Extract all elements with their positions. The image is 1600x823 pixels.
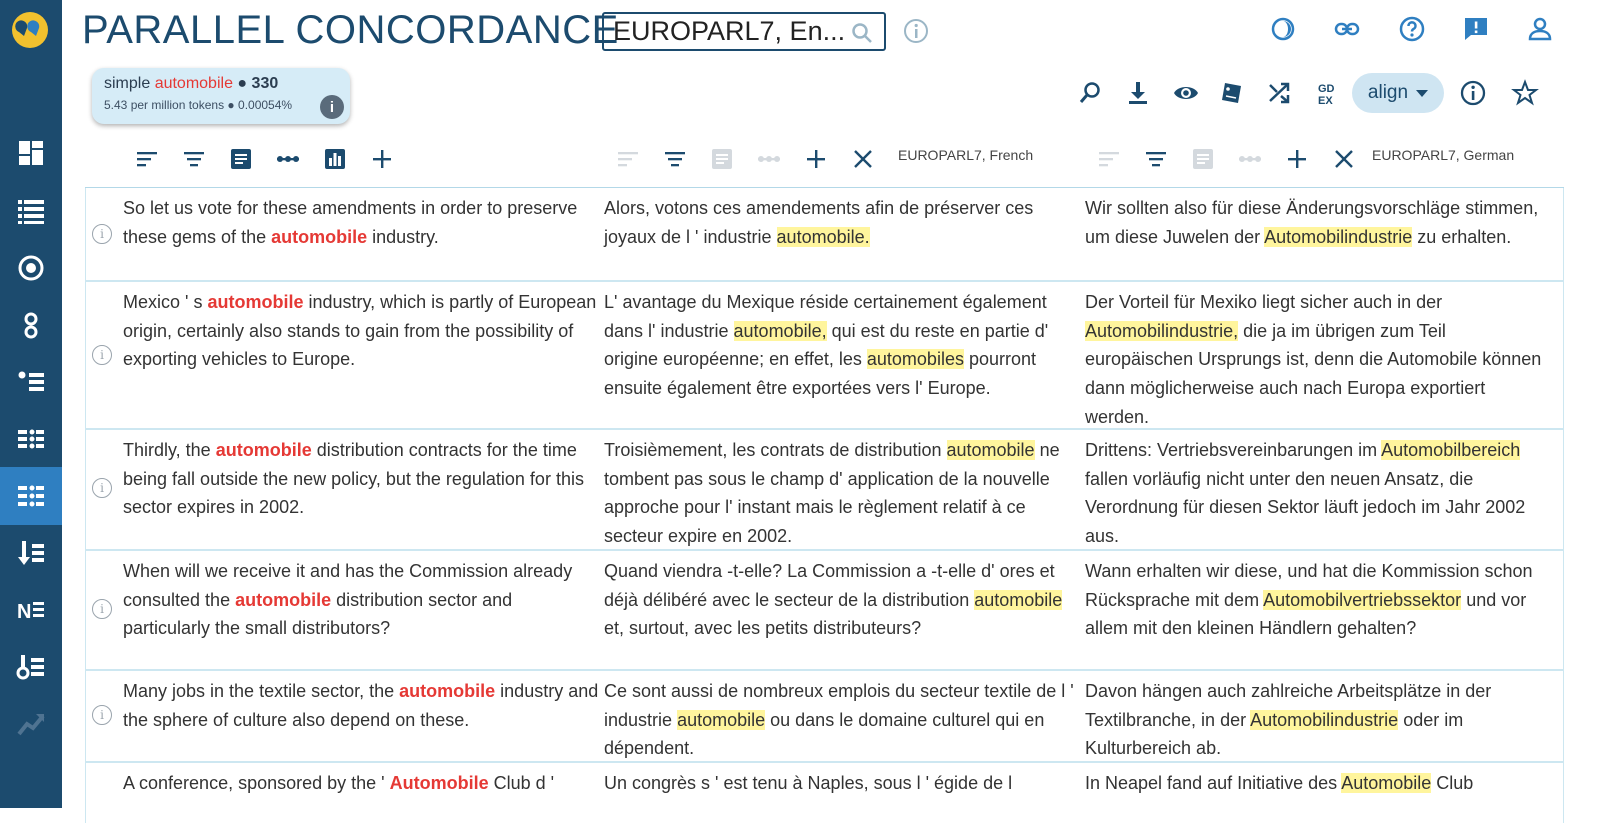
- align-label: align: [1367, 82, 1409, 103]
- collocations-button-de[interactable]: [1236, 145, 1264, 173]
- search-results-button[interactable]: [1075, 77, 1107, 109]
- filter-icon: [662, 146, 688, 172]
- corpus-search-input[interactable]: [602, 12, 886, 51]
- aligned-highlight: automobile: [946, 440, 1035, 460]
- percent-value: 0.00054%: [238, 98, 293, 112]
- favorite-button[interactable]: [1509, 77, 1541, 109]
- kwic-hit: automobile: [399, 681, 496, 701]
- help-icon: [1398, 15, 1426, 43]
- filter-icon: [1143, 146, 1169, 172]
- star-icon: [1511, 79, 1539, 107]
- svg-text:GD: GD: [1318, 83, 1335, 95]
- ticket-icon: [1219, 79, 1247, 107]
- target-icon: [16, 253, 46, 283]
- gdex-icon: [1314, 79, 1342, 107]
- table-row: [85, 671, 1564, 763]
- aligned-highlight: automobiles: [866, 349, 964, 370]
- add-language-button-fr[interactable]: [802, 145, 830, 173]
- dots-line-icon: [275, 146, 301, 172]
- row-info-icon[interactable]: i: [92, 599, 112, 619]
- english-cell[interactable]: A conference, sponsored by the ' Automobile Club d ': [123, 773, 555, 793]
- remove-language-button-de[interactable]: [1330, 145, 1358, 173]
- french-cell[interactable]: Ce sont aussi de nombreux emplois du secteur textile de l ' industrie automobile ou dans le domaine culturel qui en dépendent.: [604, 681, 1074, 759]
- shuffle-button[interactable]: [1264, 77, 1296, 109]
- collocation-icon: [16, 310, 46, 340]
- aligned-highlight: automobile: [974, 589, 1063, 610]
- table-row: [85, 763, 1564, 823]
- frequency-icon: [16, 652, 46, 682]
- english-cell[interactable]: When will we receive it and has the Commission already consulted the automobile distribution sector and particularly the small distributors?: [123, 561, 573, 639]
- remove-language-button-fr[interactable]: [849, 145, 877, 173]
- collocations-button[interactable]: [274, 145, 302, 173]
- sort-lines-icon: [1096, 146, 1122, 172]
- tickets-button[interactable]: [1217, 77, 1249, 109]
- parallel-concordance-icon: [16, 481, 46, 511]
- sidebar-item-sort[interactable]: [0, 524, 62, 582]
- trends-icon: [16, 709, 46, 739]
- toolbar-german: [1095, 145, 1377, 173]
- english-cell[interactable]: So let us vote for these amendments in order to preserve these gems of the automobile industry.: [123, 198, 578, 247]
- view-options-button[interactable]: [1170, 77, 1202, 109]
- column-label-french: EUROPARL7, French: [898, 147, 1034, 163]
- summary-bullet-2: ●: [227, 98, 235, 112]
- collocations-button-fr[interactable]: [755, 145, 783, 173]
- sort-icon: [16, 538, 46, 568]
- download-icon: [1124, 79, 1152, 107]
- english-cell[interactable]: Many jobs in the textile sector, the automobile industry and the sphere of culture also depend on these.: [123, 681, 599, 730]
- german-cell[interactable]: Der Vorteil für Mexiko liegt sicher auch in der Automobilindustrie, die ja im übrigen zum Teil europäischen Ursprungs ist, denn die Automobile können dann möglicherweise auch nach Europa exportiert werden.: [1085, 292, 1542, 427]
- german-cell[interactable]: Wann erhalten wir diese, und hat die Kommission schon Rücksprache mit dem Automobilvertriebssektor und vor allem mit den kleinen Händlern gehalten?: [1085, 561, 1533, 639]
- aligned-highlight: Automobilindustrie: [1264, 226, 1413, 247]
- list-icon: [16, 196, 46, 226]
- hit-count: 330: [251, 75, 279, 92]
- sort-lines-icon: [134, 146, 160, 172]
- table-row: [85, 551, 1564, 671]
- aligned-highlight: Automobile: [1341, 773, 1432, 793]
- dots-line-icon: [1237, 146, 1263, 172]
- aligned-highlight: automobile,: [733, 320, 827, 341]
- english-cell[interactable]: Mexico ' s automobile industry, which is partly of European origin, certainly also stands to gain from the possibility of exporting vehicles to Europe.: [123, 292, 597, 370]
- french-cell[interactable]: Un congrès s ' est tenu à Naples, sous l ' égide de l: [604, 773, 1013, 793]
- plus-icon: [803, 146, 829, 172]
- eye-icon: [1172, 79, 1200, 107]
- french-cell[interactable]: Quand viendra -t-elle? La Commission a -t-elle d' ores et déjà délibéré avec le secteur de la distribution automobile et, surtout, avec les petits distributeurs?: [604, 561, 1063, 639]
- dashboard-icon: [16, 138, 46, 168]
- query-type: simple: [104, 75, 151, 92]
- kwic-view-button[interactable]: [227, 145, 255, 173]
- page-title: PARALLEL CONCORDANCE: [82, 8, 619, 52]
- kwic-hit: automobile: [271, 226, 368, 247]
- table-row: [85, 282, 1564, 430]
- document-icon: [228, 146, 254, 172]
- link-button[interactable]: [1331, 13, 1363, 45]
- kwic-hit: automobile: [235, 589, 332, 610]
- aligned-highlight: automobile: [677, 709, 766, 730]
- keyword-icon: [16, 424, 46, 454]
- row-info-icon[interactable]: i: [92, 345, 112, 365]
- german-cell[interactable]: Davon hängen auch zahlreiche Arbeitsplätze in der Textilbranche, in der Automobilindustrie oder im Kulturbereich ab.: [1085, 681, 1492, 759]
- sort-lines-icon: [615, 146, 641, 172]
- feedback-button[interactable]: [1460, 13, 1492, 45]
- gdex-button[interactable]: [1312, 77, 1344, 109]
- english-cell[interactable]: Thirdly, the automobile distribution contracts for the time being fall outside the new policy, but the regulation for this sector expires in 2002.: [123, 440, 584, 518]
- row-info-icon[interactable]: i: [92, 705, 112, 725]
- result-summary: [92, 68, 350, 124]
- toolbar-french: [614, 145, 896, 173]
- summary-bullet: ●: [237, 75, 248, 92]
- french-cell[interactable]: Troisièmement, les contrats de distribution automobile ne tombent pas sous le champ d' application de la nouvelle approche pour l' instant mais le règlement relatif à ce secteur expire en 2002.: [604, 440, 1060, 547]
- plus-icon: [1284, 146, 1310, 172]
- filter-button-fr[interactable]: [661, 145, 689, 173]
- ngram-icon: [16, 595, 46, 625]
- toolbar-english: [133, 145, 415, 173]
- close-icon: [1331, 146, 1357, 172]
- sidebar-item-trends[interactable]: [0, 695, 62, 753]
- sidebar-item-dashboard[interactable]: [0, 124, 62, 182]
- kwic-view-button-de[interactable]: [1189, 145, 1217, 173]
- kwic-view-button-fr[interactable]: [708, 145, 736, 173]
- shuffle-icon: [1266, 79, 1294, 107]
- help-button[interactable]: [1396, 13, 1428, 45]
- sidebar-item-ngrams[interactable]: [0, 581, 62, 639]
- sidebar-item-frequency[interactable]: [0, 638, 62, 696]
- kwic-hit: automobile: [215, 440, 312, 460]
- query-keyword: automobile: [154, 75, 233, 92]
- column-label-german: EUROPARL7, German: [1372, 147, 1515, 163]
- sort-left-button-de[interactable]: [1095, 145, 1123, 173]
- dots-line-icon: [756, 146, 782, 172]
- document-icon: [1190, 146, 1216, 172]
- theme-button[interactable]: [1267, 13, 1299, 45]
- aligned-highlight: Automobilvertriebssektor: [1263, 589, 1462, 610]
- french-cell[interactable]: L' avantage du Mexique réside certainement également dans l' industrie automobile, qui est du reste en partie d' origine européenne; en effet, les automobiles pourront ensuite également être exportées vers l' Europe.: [604, 292, 1049, 399]
- aligned-highlight: automobile.: [776, 226, 870, 247]
- wordlist-icon: [16, 367, 46, 397]
- user-icon: [1526, 15, 1554, 43]
- sort-left-button[interactable]: [133, 145, 161, 173]
- sidebar-item-collocations[interactable]: [0, 296, 62, 354]
- theme-icon: [1269, 15, 1297, 43]
- bar-chart-icon: [322, 146, 348, 172]
- download-button[interactable]: [1122, 77, 1154, 109]
- kwic-hit: Automobile: [389, 773, 489, 793]
- result-info-button[interactable]: [1457, 77, 1489, 109]
- kwic-hit: automobile: [207, 292, 304, 312]
- table-row: [85, 188, 1564, 282]
- corpus-info-button[interactable]: [900, 15, 932, 47]
- caret-down-icon: [1416, 90, 1428, 97]
- aligned-highlight: Automobilindustrie: [1250, 709, 1399, 730]
- add-language-button[interactable]: [368, 145, 396, 173]
- zoom-search-icon: [1077, 79, 1105, 107]
- svg-text:EX: EX: [1318, 95, 1333, 107]
- info-icon: [902, 17, 930, 45]
- sidebar-item-parallel-concordance[interactable]: [0, 467, 62, 525]
- feedback-icon: [1462, 15, 1490, 43]
- close-icon: [850, 146, 876, 172]
- filter-button[interactable]: [180, 145, 208, 173]
- french-cell[interactable]: Alors, votons ces amendements afin de préserver ces joyaux de l ' industrie automobile.: [604, 198, 1034, 247]
- german-cell[interactable]: Drittens: Vertriebsvereinbarungen im Automobilbereich fallen vorläufig nicht unter den neuen Ansatz, die Verordnung für diesen Sektor läuft jedoch im Jahr 2002 aus.: [1085, 440, 1526, 547]
- svg-text:N: N: [17, 601, 32, 623]
- frequency-chart-button[interactable]: [321, 145, 349, 173]
- aligned-highlight: Automobilindustrie,: [1085, 320, 1239, 341]
- filter-icon: [181, 146, 207, 172]
- sidebar-item-concordance[interactable]: [0, 182, 62, 240]
- sidebar-item-word-sketch[interactable]: [0, 239, 62, 297]
- logo-icon[interactable]: [10, 10, 50, 50]
- account-button[interactable]: [1524, 13, 1556, 45]
- german-cell[interactable]: Wir sollten also für diese Änderungsvorschläge stimmen, um diese Juwelen der Automobilindustrie zu erhalten.: [1085, 198, 1539, 247]
- table-row: [85, 430, 1564, 551]
- sidebar: [0, 0, 62, 808]
- summary-info-button[interactable]: i: [320, 95, 344, 119]
- info-icon: [1459, 79, 1487, 107]
- per-million-tokens: 5.43 per million tokens: [104, 98, 225, 112]
- link-icon: [1333, 15, 1361, 43]
- add-language-button-de[interactable]: [1283, 145, 1311, 173]
- concordance-table: [85, 187, 1564, 823]
- german-cell[interactable]: In Neapel fand auf Initiative des Automobile Club: [1085, 773, 1474, 793]
- row-info-icon[interactable]: i: [92, 478, 112, 498]
- row-info-icon[interactable]: i: [92, 224, 112, 244]
- search-icon[interactable]: [850, 21, 874, 45]
- sidebar-item-wordlist[interactable]: [0, 353, 62, 411]
- sort-left-button-fr[interactable]: [614, 145, 642, 173]
- align-dropdown[interactable]: [1352, 73, 1444, 113]
- corpus-search-value: EUROPARL7, En...: [613, 16, 846, 46]
- plus-icon: [369, 146, 395, 172]
- aligned-highlight: Automobilbereich: [1381, 440, 1521, 460]
- filter-button-de[interactable]: [1142, 145, 1170, 173]
- document-icon: [709, 146, 735, 172]
- sidebar-item-keywords[interactable]: [0, 410, 62, 468]
